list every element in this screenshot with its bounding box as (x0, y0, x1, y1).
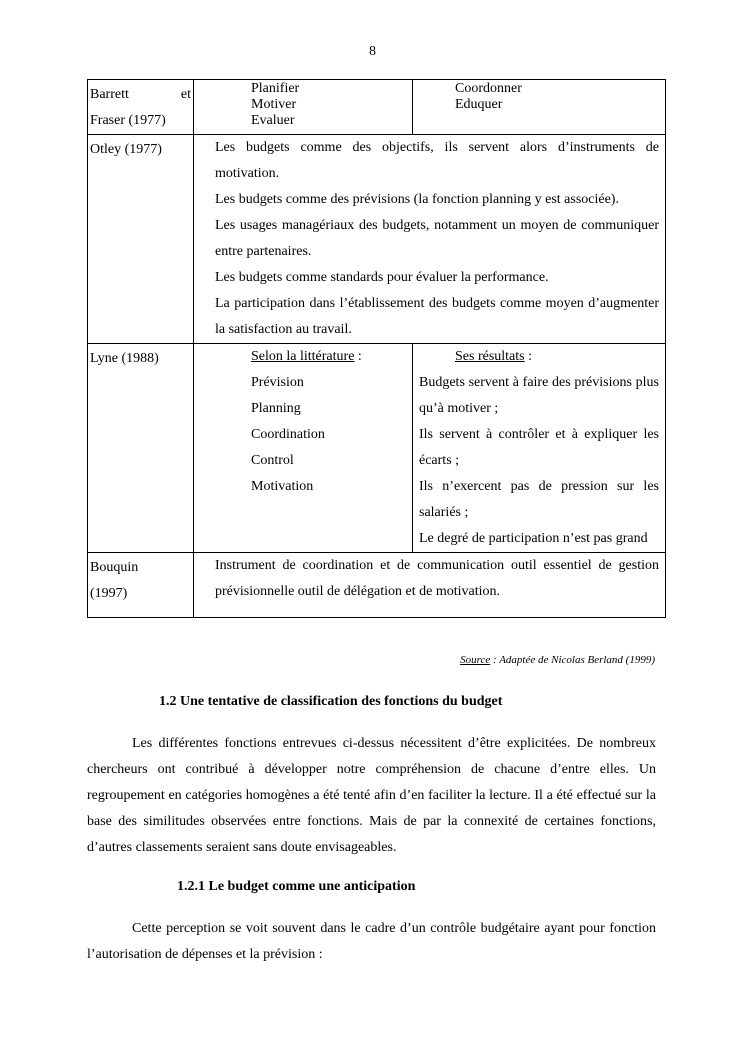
section-heading-1-2-1: 1.2.1 Le budget comme une anticipation (177, 879, 416, 894)
author-bouquin-line2: (1997) (90, 586, 128, 601)
section-1-2-paragraph (87, 731, 656, 861)
source-label: Source (460, 654, 491, 666)
author-cell-otley (88, 135, 194, 344)
list-item: Le degré de participation n’est pas grand (419, 531, 648, 546)
bouquin-text-cell (194, 553, 666, 618)
author-otley: Otley (1977) (90, 142, 162, 157)
author-cell-barrett (88, 80, 194, 135)
author-barrett-line1 (90, 82, 191, 108)
list-item: Ils n’exercent pas de pression sur les salariés ; (419, 479, 659, 520)
list-item: Planning (251, 401, 301, 416)
lyne-results-heading-text: Ses résultats (455, 349, 525, 364)
lyne-literature-heading-suffix: : (354, 349, 362, 364)
page-number: 8 (369, 44, 376, 59)
section-1-2-1-paragraph (87, 916, 656, 968)
author-cell-lyne (88, 344, 194, 553)
list-item: Ils servent à contrôler et à expliquer les écarts ; (419, 427, 659, 468)
author-barrett-et: et (180, 87, 191, 102)
table-row-barrett (88, 80, 666, 135)
list-item: Planifier (251, 81, 300, 96)
paragraph-text: Les différentes fonctions entrevues ci-dessus nécessitent d’être explicitées. De nombreux chercheurs ont contribué à développer notre compréhension de chacune d’entre elles. Un regroupement en catégories homogènes a été tenté afin d’en faciliter la lecture. Il a été effectué sur la base des similitudes observées entre fonctions. Mais de par la connexité de certaines fonctions, d’autres classements seraient sans doute envisageables. (87, 736, 656, 855)
author-bouquin-line1: Bouquin (90, 560, 139, 575)
list-item: Motiver (251, 97, 297, 112)
author-cell-bouquin (88, 553, 194, 618)
barrett-col1 (194, 80, 413, 135)
table-row-otley (88, 135, 666, 344)
otley-items (194, 135, 666, 344)
source-text: : Adaptée de Nicolas Berland (1999) (490, 654, 655, 666)
table-row-bouquin (88, 553, 666, 618)
list-item: La participation dans l’établissement des budgets comme moyen d’augmenter la satisfaction au travail. (215, 296, 659, 337)
author-lyne: Lyne (1988) (90, 351, 159, 366)
lyne-literature-col (194, 344, 413, 553)
section-heading-1-2: 1.2 Une tentative de classification des fonctions du budget (159, 694, 503, 709)
lyne-results-col (413, 344, 666, 553)
functions-table (87, 79, 666, 618)
list-item: Les usages managériaux des budgets, notamment un moyen de communiquer entre partenaires. (215, 218, 659, 259)
barrett-col2 (413, 80, 666, 135)
lyne-literature-heading (251, 344, 412, 370)
bouquin-text: Instrument de coordination et de communication outil essentiel de gestion prévisionnelle outil de délégation et de motivation. (215, 558, 659, 599)
list-item: Les budgets comme des objectifs, ils servent alors d’instruments de motivation. (215, 140, 659, 181)
list-item: Budgets servent à faire des prévisions plus qu’à motiver ; (419, 375, 659, 416)
paragraph-text: Cette perception se voit souvent dans le cadre d’un contrôle budgétaire ayant pour fonction l’autorisation de dépenses et la prévision : (87, 921, 656, 962)
list-item: Motivation (251, 479, 314, 494)
list-item: Coordination (251, 427, 325, 442)
list-item: Prévision (251, 375, 304, 390)
list-item: Evaluer (251, 113, 295, 128)
list-item: Les budgets comme standards pour évaluer la performance. (215, 270, 549, 285)
lyne-results-heading-suffix: : (524, 349, 532, 364)
author-barrett-name: Barrett (90, 87, 129, 102)
list-item: Les budgets comme des prévisions (la fonction planning y est associée). (215, 192, 619, 207)
author-barrett-line2: Fraser (1977) (90, 113, 166, 128)
lyne-literature-heading-text: Selon la littérature (251, 349, 355, 364)
table-row-lyne (88, 344, 666, 553)
list-item: Coordonner (455, 81, 522, 96)
list-item: Eduquer (455, 97, 503, 112)
list-item: Control (251, 453, 294, 468)
lyne-results-heading (419, 344, 659, 370)
table-source (460, 654, 655, 666)
